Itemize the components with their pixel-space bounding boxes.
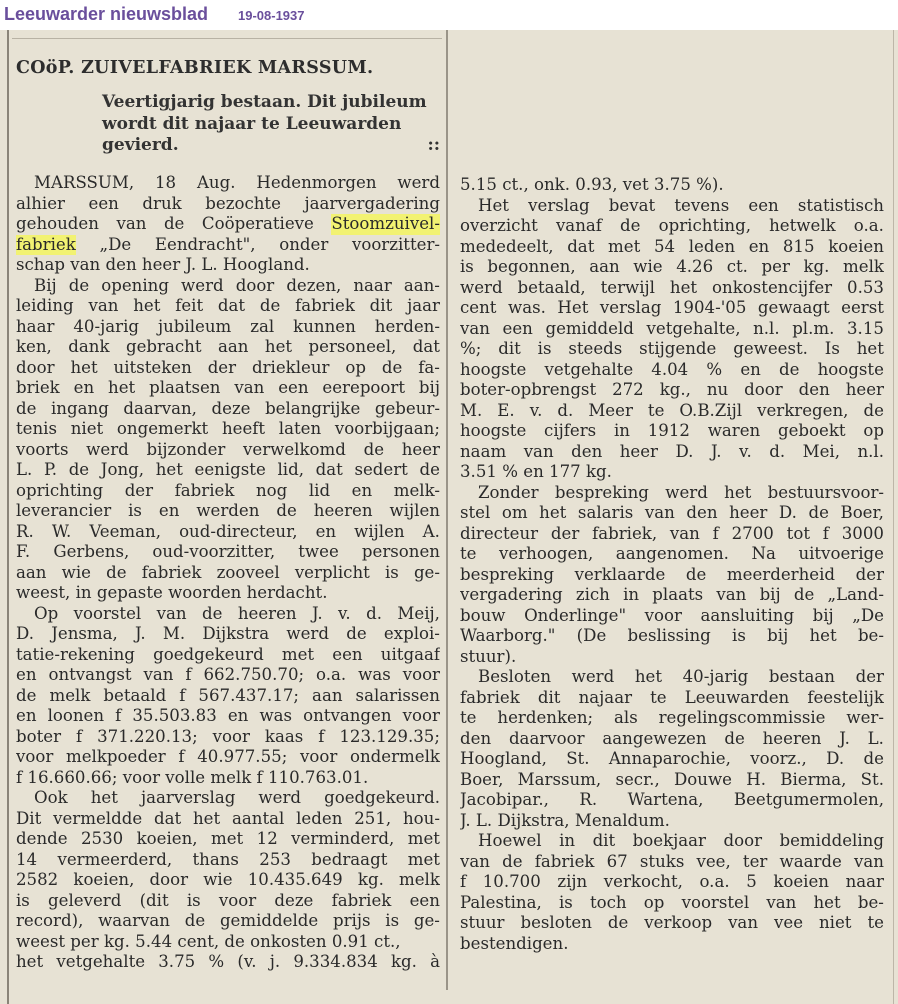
text-line: vergadering zich in plaats van bij de „Land- — [460, 585, 884, 604]
text-line: boter f 371.220.13; voor kaas f 123.129.35; — [16, 726, 440, 746]
text-line: MARSSUM, 18 Aug. Hedenmorgen werd — [34, 173, 440, 192]
column-rule-right — [893, 30, 894, 1004]
text-line: stuur besloten de verkoop van vee niet te — [460, 913, 884, 932]
article-column-1 — [16, 173, 440, 973]
text-line: weest per kg. 5.44 cent, de onkosten 0.91 ct., — [16, 931, 401, 951]
text-line: Waarborg." (De beslissing is bij het be- — [460, 626, 884, 645]
newspaper-title: Leeuwarder nieuwsblad — [4, 4, 209, 24]
text-line: Palestina, is toch op voorstel van het be- — [460, 892, 884, 912]
subhead-line — [102, 135, 440, 157]
text-line: dende 2530 koeien, met 12 verminderd, met — [16, 829, 440, 848]
text-line: Hoogland, St. Annaparochie, voorz., D. de — [460, 749, 884, 768]
text-line: 5.15 ct., onk. 0.93, vet 3.75 %). — [460, 175, 724, 194]
text-line: Op voorstel van de heeren J. v. d. Meij, — [34, 603, 440, 623]
subhead-line — [102, 114, 440, 136]
text-line: stuur). — [460, 646, 517, 666]
text-line: naam van den heer D. J. v. d. Mei, n.l. — [460, 441, 884, 461]
text-line: haar 40-jarig jubileum zal kunnen herden- — [16, 316, 440, 336]
text-line: het vetgehalte 3.75 % (v. j. 9.334.834 kg. à — [16, 952, 440, 971]
text-line: %; dit is steeds stijgende geweest. Is het — [460, 339, 884, 358]
text-line: directeur der fabriek, van f 2700 tot f 3000 — [460, 523, 884, 543]
text-line: te herdenken; als regelingscommissie wer- — [460, 708, 884, 727]
text-line: gehouden van de Coöperatieve Stoomzuivel- — [16, 214, 440, 233]
text-line: Ook het jaarverslag werd goedgekeurd. — [34, 788, 440, 807]
text-line: 14 vermeerderd, thans 253 bedraagt met — [16, 849, 440, 869]
newspaper-scan — [0, 30, 898, 1004]
text-line: en loonen f 35.503.83 en was ontvangen voor — [16, 706, 440, 725]
text-line: de melk betaald f 567.437.17; aan salarissen — [16, 685, 440, 705]
text-line: overzicht vanaf de oprichting, hetwelk o.a. — [460, 216, 884, 235]
text-line: Bij de opening werd door dezen, naar aan- — [34, 275, 440, 295]
subhead-line — [102, 92, 440, 114]
column-rule-left — [7, 30, 9, 1004]
text-line: F. Gerbens, oud-voorzitter, twee personen — [16, 542, 440, 561]
text-line: hoogste cijfers in 1912 waren geboekt op — [460, 421, 884, 440]
article-headline: COöP. ZUIVELFABRIEK MARSSUM. — [16, 58, 374, 78]
text-line: is begonnen, aan wie 4.26 ct. per kg. melk — [460, 257, 884, 276]
text-line: tenis niet ongemerkt heeft laten voorbijgaan; — [16, 419, 440, 438]
text-line: leverancier is en werden de heeren wijlen — [16, 501, 440, 520]
text-line: Boer, Marssum, secr., Douwe H. Bierma, St. — [460, 769, 884, 789]
text-line: hoogste vetgehalte 4.04 % en de hoogste — [460, 359, 884, 379]
text-line: M. E. v. d. Meer te O.B.Zijl verkregen, de — [460, 400, 884, 420]
text-line: bouw Onderlinge" voor aansluiting bij „De — [460, 605, 884, 625]
text-line: oprichting der fabriek nog lid en melk- — [16, 480, 440, 500]
text-line: f 10.700 zijn verkocht, o.a. 5 koeien naar — [460, 872, 884, 891]
text-line: Dit vermeldde dat het aantal leden 251, hou- — [16, 808, 440, 828]
text-line: van een gemiddeld vetgehalte, n.l. pl.m. 3.15 — [460, 318, 884, 338]
text-line: Jacobipar., R. Wartena, Beetgumermolen, — [460, 790, 884, 809]
article-top-rule — [12, 38, 442, 39]
clipping-header — [0, 0, 898, 30]
text-line: den daarvoor aangewezen de heeren J. L. — [460, 728, 884, 748]
text-line: ken, dank gebracht aan het personeel, dat — [16, 337, 440, 356]
text-line: de ingang daarvan, deze belangrijke gebeur- — [16, 398, 440, 418]
article-subheadline — [102, 92, 440, 157]
text-line: fabriek „De Eendracht", onder voorzitter- — [16, 234, 440, 254]
subhead-text: Veertigjarig bestaan. Dit jubileum — [102, 92, 427, 112]
text-line: aan wie de fabriek zooveel verplicht is ge- — [16, 562, 440, 582]
text-line: bestendigen. — [460, 933, 569, 953]
text-line: te verhoogen, aangenomen. Na uitvoerige — [460, 544, 884, 563]
text-line: Zonder bespreking werd het bestuursvoor- — [478, 482, 884, 502]
text-line: door het uitsteken der driekleur op de fa- — [16, 357, 440, 377]
text-line: bespreking verklaarde de meerderheid der — [460, 564, 884, 584]
publication-date: 19-08-1937 — [238, 8, 305, 23]
text-line: 3.51 % en 177 kg. — [460, 462, 612, 481]
text-line: Het verslag bevat tevens een statistisch — [478, 195, 884, 215]
text-line: L. P. de Jong, het eenigste lid, dat sedert de — [16, 460, 440, 479]
text-line: weest, in gepaste woorden herdacht. — [16, 583, 328, 602]
text-line: voor melkpoeder f 40.977.55; voor ondermelk — [16, 747, 440, 766]
text-line: schap van den heer J. L. Hoogland. — [16, 255, 310, 274]
text-line: alhier een druk bezochte jaarvergadering — [16, 193, 440, 213]
text-line: briek en het plaatsen van een eerepoort bij — [16, 378, 440, 397]
subhead-text: wordt dit najaar te Leeuwarden — [102, 113, 402, 134]
subhead-text: gevierd. — [102, 135, 179, 155]
text-line: J. L. Dijkstra, Menaldum. — [460, 810, 670, 830]
text-line: fabriek dit najaar te Leeuwarden feestelijk — [460, 687, 884, 707]
text-line: f 16.660.66; voor volle melk f 110.763.01. — [16, 767, 369, 787]
text-line: werd betaald, terwijl het onkostencijfer 0.53 — [460, 277, 884, 297]
text-line: R. W. Veeman, oud-directeur, en wijlen A. — [16, 521, 440, 541]
text-line: cent was. Het verslag 1904-'05 gewaagt eerst — [460, 298, 884, 317]
text-line: boter-opbrengst 272 kg., nu door den heer — [460, 380, 884, 399]
text-line: record), waarvan de gemiddelde prijs is ge- — [16, 911, 440, 930]
text-line: en ontvangst van f 662.750.70; o.a. was voor — [16, 665, 440, 684]
column-rule-middle — [446, 30, 448, 990]
text-line: tatie-rekening goedgekeurd met een uitgaaf — [16, 644, 440, 664]
text-line: stel om het salaris van den heer D. de Boer, — [460, 503, 884, 522]
text-line: 2582 koeien, door wie 10.435.649 kg. melk — [16, 870, 440, 889]
text-line: van de fabriek 67 stuks vee, ter waarde van — [460, 851, 884, 871]
text-line: voorts werd bijzonder verwelkomd de heer — [16, 439, 440, 459]
text-line: Besloten werd het 40-jarig bestaan der — [478, 667, 884, 686]
text-line: leiding van het feit dat de fabriek dit jaar — [16, 296, 440, 315]
article-column-2 — [460, 175, 884, 954]
text-line: D. Jensma, J. M. Dijkstra werd de exploi- — [16, 624, 440, 643]
text-line: mededeelt, dat met 54 leden en 815 koeien — [460, 236, 884, 256]
text-line: Hoewel in dit boekjaar door bemiddeling — [478, 831, 884, 850]
text-line: is geleverd (dit is voor deze fabriek een — [16, 890, 440, 910]
subhead-mark: :: — [427, 135, 440, 155]
